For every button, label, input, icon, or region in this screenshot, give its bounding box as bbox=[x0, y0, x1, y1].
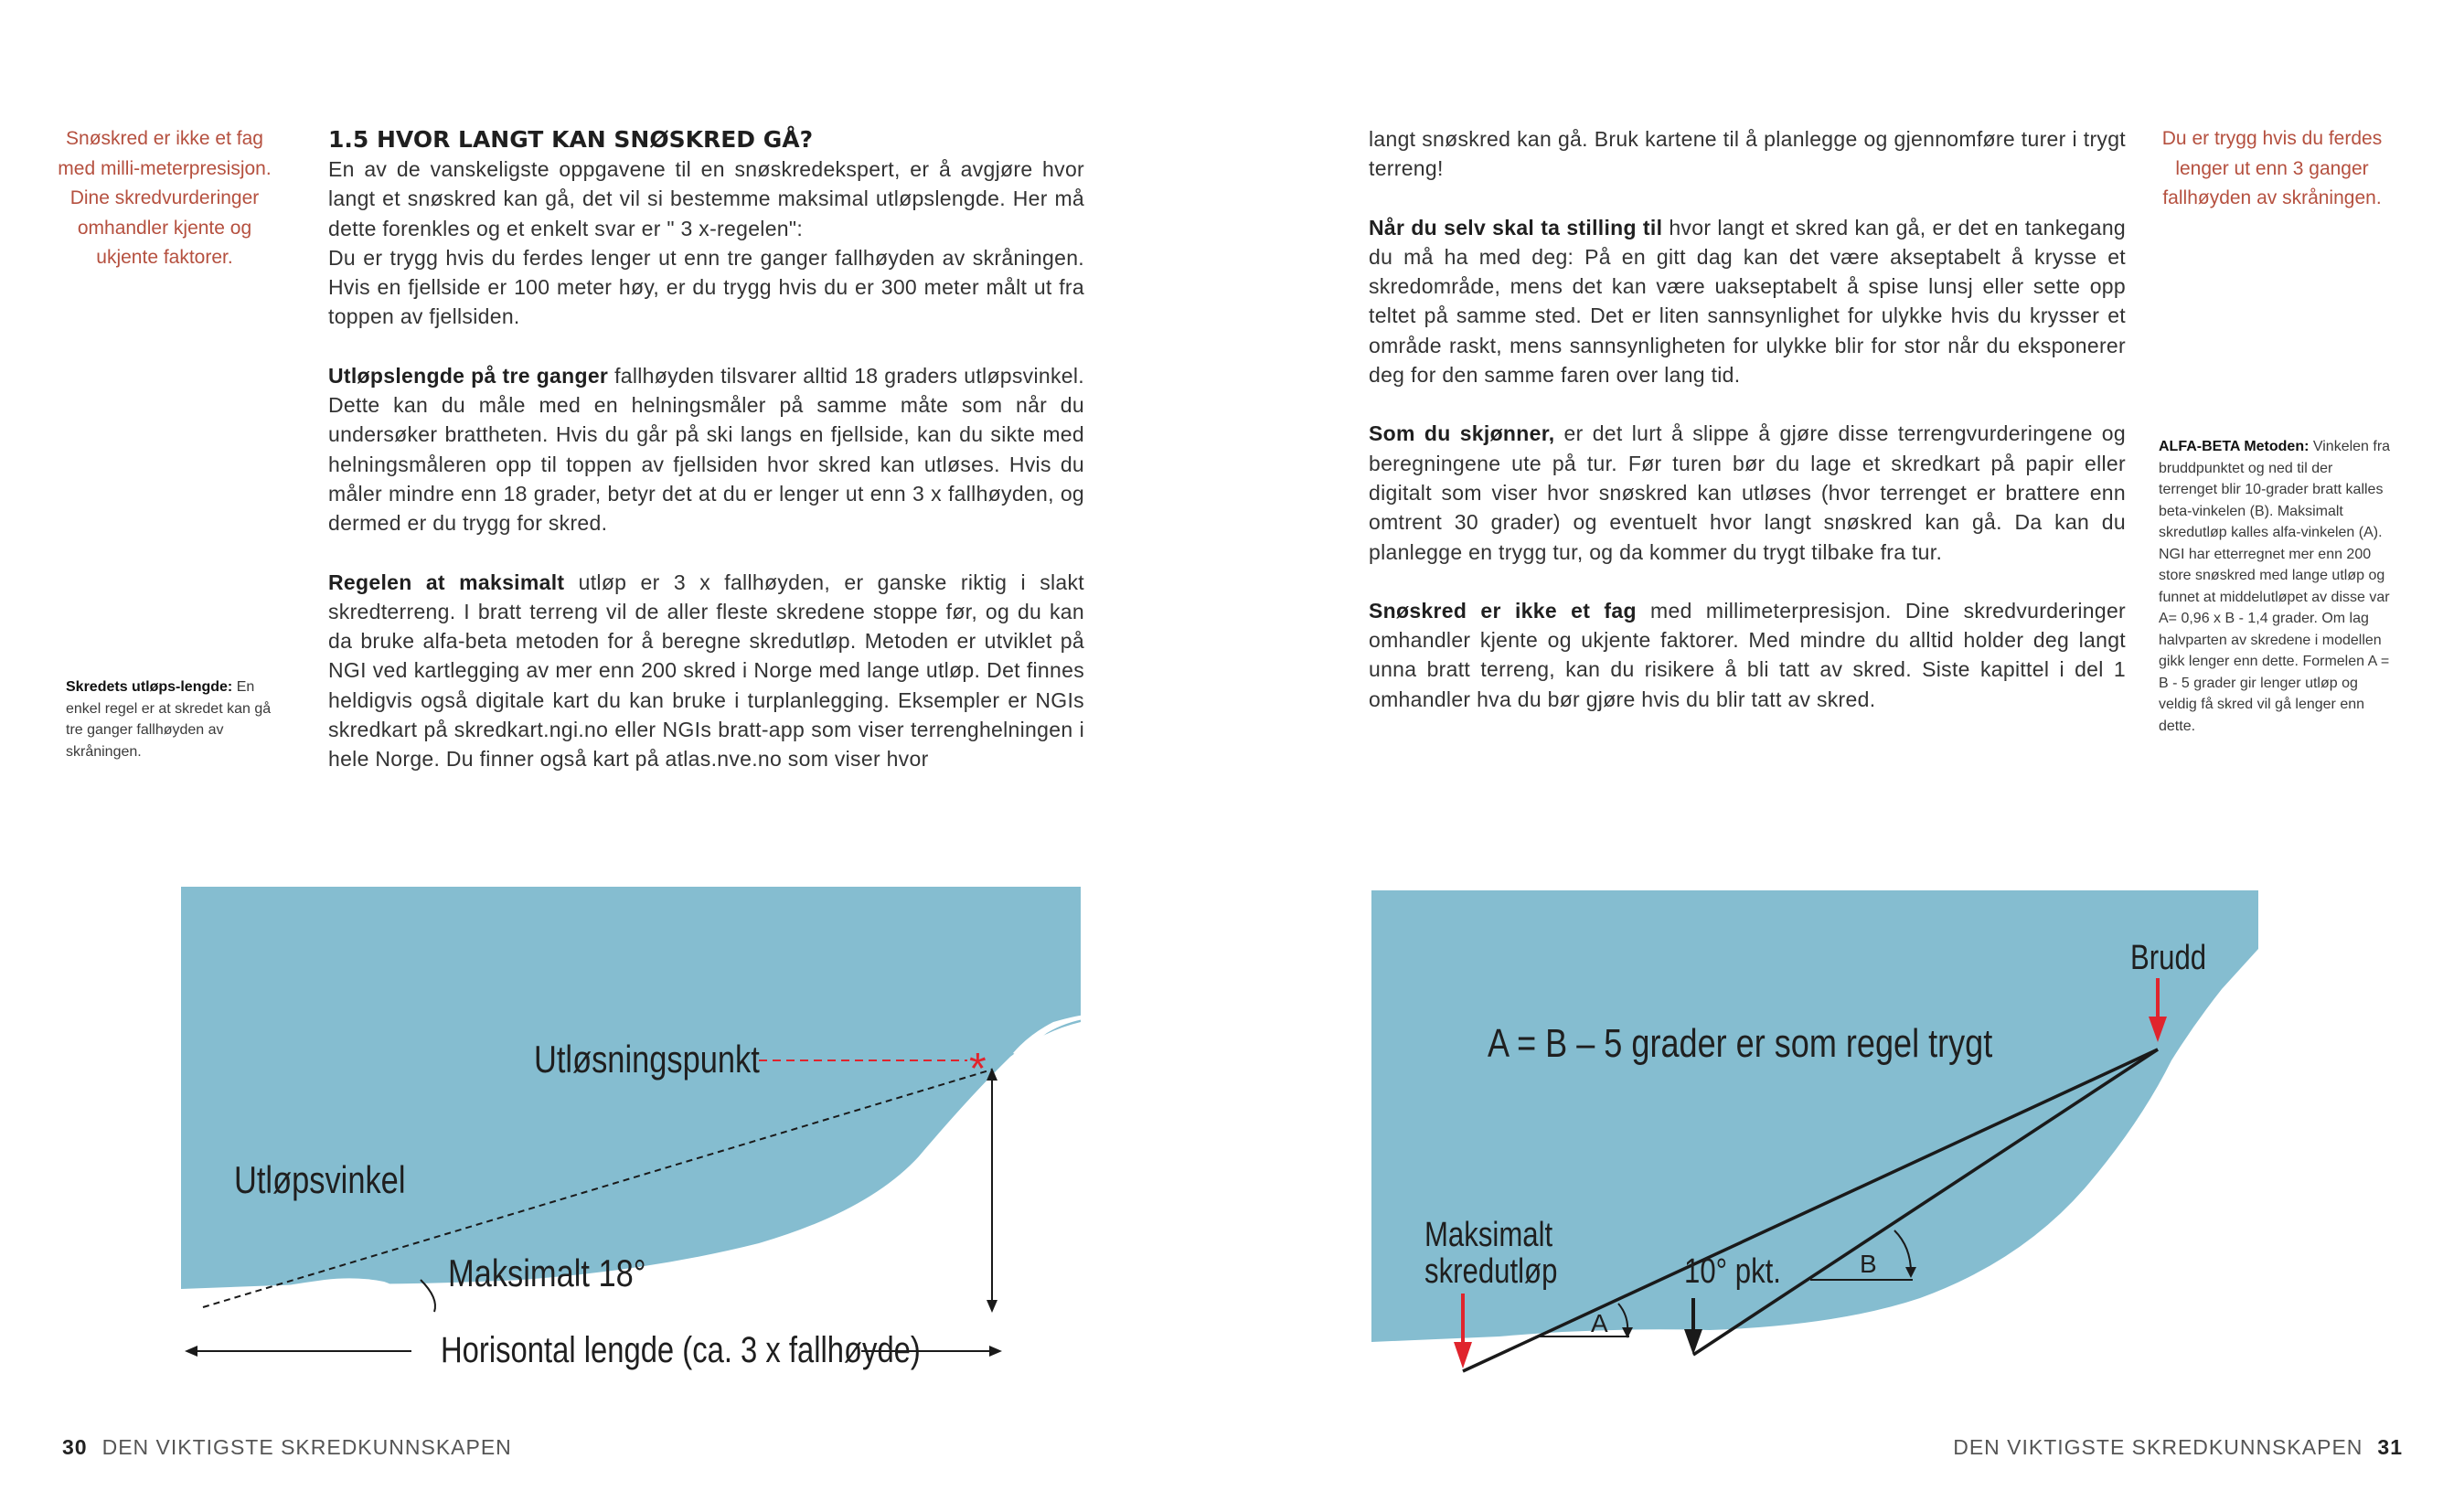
paragraph: En av de vanskeligste oppgavene til en snøskredekspert, er å avgjøre hvor langt et snøskred kan gå, det vil si bestemme maksimal utløpslengde. Her må dette forenkles og et enkelt svar er " 3 x-regelen": bbox=[328, 157, 1084, 240]
side-note-title: ALFA-BETA Metoden: bbox=[2159, 439, 2310, 454]
release-marker: * bbox=[969, 1045, 987, 1093]
margin-note-line: Dine skredvurderinger bbox=[69, 187, 260, 208]
right-body bbox=[1369, 124, 2126, 714]
side-note-right bbox=[2159, 436, 2395, 737]
margin-note-line: fallhøyden av skråningen. bbox=[2162, 187, 2382, 208]
margin-note-line: med milli-meterpresisjon. bbox=[58, 157, 272, 179]
page-number: 31 bbox=[2377, 1435, 2403, 1459]
side-note-text: En enkel regel er at skredet kan gå tre ganger fallhøyden av skråningen. bbox=[66, 679, 272, 760]
label-runout-angle: Utløpsvinkel bbox=[234, 1158, 406, 1202]
paragraph-lead: Snøskred er ikke et fag bbox=[1369, 598, 1637, 623]
paragraph: langt snøskred kan gå. Bruk kartene til å planlegge og gjennomføre turer i trygt terreng! bbox=[1369, 127, 2126, 181]
margin-note-left bbox=[46, 124, 283, 273]
paragraph-lead: Utløpslengde på tre ganger bbox=[328, 363, 609, 388]
paragraph: utløp er 3 x fallhøyden, er ganske riktig i slakt skredterreng. I bratt terreng vil de aller fleste skredene stoppe før, og du kan da bruke alfa-beta metoden for å beregne skredutløp. Metoden er utviklet på NGI ved kartlegging av mer enn 200 skred i Norge med lange utløp. Det finnes heldigvis også digitale kart du kan bruke i turplanlegging. Eksempler er NGIs skredkart på skredkart.ngi.no eller NGIs bratt-app som viser terrenghelningen i hele Norge. Du finner også kart på atlas.nve.no som viser hvor bbox=[328, 570, 1084, 772]
label-formula: A = B – 5 grader er som regel trygt bbox=[1488, 1020, 1993, 1066]
left-body bbox=[328, 154, 1084, 774]
side-note-text: Vinkelen fra bruddpunktet og ned til der terrenget blir 10-grader bratt kalles beta-vinkelen (B). Maksimalt skredutløp kalles alfa-vinkelen (A). NGI har etterregnet mer enn 200 store snøskred med lange utløp og funnet at middelutløpet av disse var A= 0,96 x B - 1,4 grader. Om lag halvparten av skredene i modellen gikk lenger enn dette. Formelen A = B - 5 grader gir lenger utløp og veldig få skred vil gå lenger enn dette. bbox=[2159, 439, 2391, 734]
paragraph: hvor langt et skred kan gå, er det en tankegang du må ha med deg: På en gitt dag kan det være akseptabelt å krysse et skredområde, mens det kan være uakseptabelt å spise lunsj eller sette opp teltet på samme sted. Det er liten sannsynlighet for ulykke hvis du krysser et område raskt, mens sannsynligheten for ulykke blir for stor når du eksponerer deg for den samme faren over lang tid. bbox=[1369, 215, 2126, 388]
footer-left bbox=[49, 1435, 512, 1460]
margin-note-right bbox=[2139, 124, 2405, 214]
angle-arc bbox=[421, 1280, 435, 1312]
margin-note-line: Snøskred er ikke et fag bbox=[66, 128, 263, 149]
label-alpha: A bbox=[1591, 1309, 1608, 1337]
margin-note-line: omhandler kjente og bbox=[77, 217, 252, 239]
runout-diagram bbox=[174, 878, 1097, 1390]
arrowhead-down bbox=[987, 1300, 997, 1313]
paragraph: er det lurt å slippe å gjøre disse terrengvurderingene og beregningene ute på tur. Før turen bør du lage et skredkart på papir eller digitalt som viser hvor snøskred kan utløses (hvor terrenget er brattere enn omtrent 30 grader) og eventuelt hvor langt snøskred kan gå. Da kan du planlegge en trygg tur, og da kommer du trygt tilbake fra tur. bbox=[1369, 421, 2126, 564]
paragraph: fallhøyden tilsvarer alltid 18 graders utløpsvinkel. Dette kan du måle med en helningsmåler på samme måte som når du undersøker brattheten. Hvis du går på ski langs en fjellside, kan du sikte med helningsmåleren opp til toppen av fjellsiden hvor skred kan utløses. Hvis du måler mindre enn 18 grader, betyr det at du er lenger ut enn 3 x fallhøyden, og dermed er du trygg for skred. bbox=[328, 363, 1084, 536]
runout-arrowhead bbox=[1454, 1342, 1472, 1368]
label-horizontal-length: Horisontal lengde (ca. 3 x fallhøyde) bbox=[441, 1328, 921, 1370]
side-note-title: Skredets utløps-lengde: bbox=[66, 679, 233, 695]
running-title: DEN VIKTIGSTE SKREDKUNNSKAPEN bbox=[101, 1435, 512, 1459]
margin-note-line: lenger ut enn 3 ganger bbox=[2175, 157, 2369, 179]
footer-right bbox=[1953, 1435, 2403, 1460]
section-heading: 1.5 HVOR LANGT KAN SNØSKRED GÅ? bbox=[328, 126, 814, 153]
label-beta: B bbox=[1860, 1250, 1877, 1278]
margin-note-line: ukjente faktorer. bbox=[96, 247, 233, 268]
left-text-column bbox=[328, 126, 1084, 804]
label-release-point: Utløsningspunkt bbox=[534, 1038, 760, 1081]
label-max-runout-2: skredutløp bbox=[1424, 1252, 1558, 1291]
paragraph-lead: Som du skjønner, bbox=[1369, 421, 1555, 446]
label-brudd: Brudd bbox=[2130, 939, 2207, 977]
paragraph: Du er trygg hvis du ferdes lenger ut enn tre ganger fallhøyden av skråningen. Hvis en fjellside er 100 meter høy, er du trygg hvis du er 300 meter målt ut fra toppen av fjellsiden. bbox=[328, 245, 1084, 329]
alfa-beta-diagram bbox=[1362, 878, 2267, 1390]
label-max-runout-1: Maksimalt bbox=[1424, 1216, 1553, 1254]
arrowhead-right bbox=[989, 1346, 1002, 1357]
paragraph-lead: Når du selv skal ta stilling til bbox=[1369, 215, 1663, 240]
label-ten-degree: 10° pkt. bbox=[1684, 1252, 1781, 1291]
running-title: DEN VIKTIGSTE SKREDKUNNSKAPEN bbox=[1953, 1435, 2363, 1459]
side-note-left bbox=[66, 676, 276, 762]
sky-area bbox=[181, 887, 1081, 1289]
margin-note-line: Du er trygg hvis du ferdes bbox=[2161, 128, 2383, 149]
label-max-angle: Maksimalt 18° bbox=[448, 1251, 646, 1295]
right-text-column bbox=[1369, 124, 2126, 743]
paragraph-lead: Regelen at maksimalt bbox=[328, 570, 565, 594]
paragraph: med millimeterpresisjon. Dine skredvurderinger omhandler kjente og ukjente faktorer. Med mindre du alltid holder deg langt unna bratt terreng, kan du risikere å bli tatt av skred. Siste kapittel i del 1 omhandler hva du bør gjøre hvis du blir tatt av skred. bbox=[1369, 598, 2126, 711]
arrowhead-left bbox=[185, 1346, 197, 1357]
page-number: 30 bbox=[62, 1435, 88, 1459]
